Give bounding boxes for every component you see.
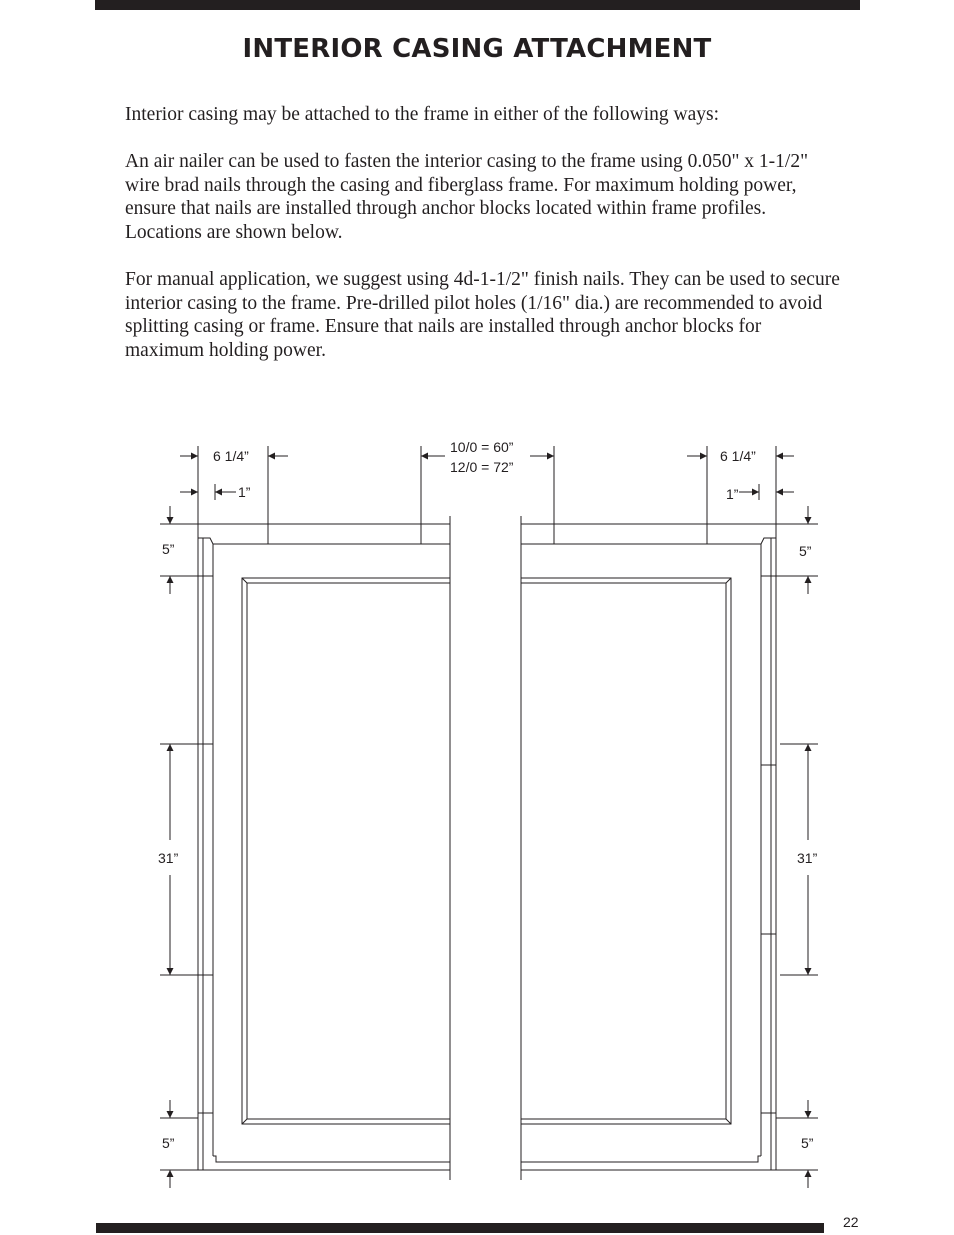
left-bottom-vertical-label: 5”: [162, 1135, 175, 1151]
left-inner-dimension-label: 1”: [238, 484, 251, 500]
right-middle-vertical-label: 31”: [797, 850, 818, 866]
manual-application-paragraph: For manual application, we suggest using 4d-1-1/2" finish nails. They can be used to secure interior casing to the frame. Pre-drilled pilot holes (1/16" dia.) are recommended to avoid splitting casing or frame. Ensure that nails are installed through anchor blocks for maximum holding power.: [125, 269, 840, 361]
bottom-rule: [96, 1223, 824, 1233]
page-number: 22: [843, 1214, 859, 1230]
left-middle-vertical-label: 31”: [158, 850, 179, 866]
right-bottom-vertical-label: 5”: [801, 1135, 814, 1151]
left-frame: [198, 516, 450, 1180]
left-top-dimension-label: 6 1/4”: [213, 448, 249, 464]
right-top-vertical-label: 5”: [799, 543, 812, 559]
left-top-vertical-label: 5”: [162, 541, 175, 557]
right-frame: [521, 516, 776, 1180]
intro-paragraph: Interior casing may be attached to the frame in either of the following ways:: [125, 104, 719, 125]
center-dimension-line2: 12/0 = 72”: [450, 459, 514, 475]
right-top-dimension-label: 6 1/4”: [720, 448, 756, 464]
page-title: INTERIOR CASING ATTACHMENT: [242, 34, 712, 64]
right-inner-dimension-label: 1”: [726, 486, 739, 502]
center-dimension-line1: 10/0 = 60”: [450, 439, 514, 455]
air-nailer-paragraph: An air nailer can be used to fasten the interior casing to the frame using 0.050" x 1-1/2" wire brad nails through the casing and fiberglass frame. For maximum holding power, ensure that nails are installed through anchor blocks located within frame profiles. Locations are shown below.: [125, 151, 809, 243]
dimension-lines: [160, 446, 818, 1188]
